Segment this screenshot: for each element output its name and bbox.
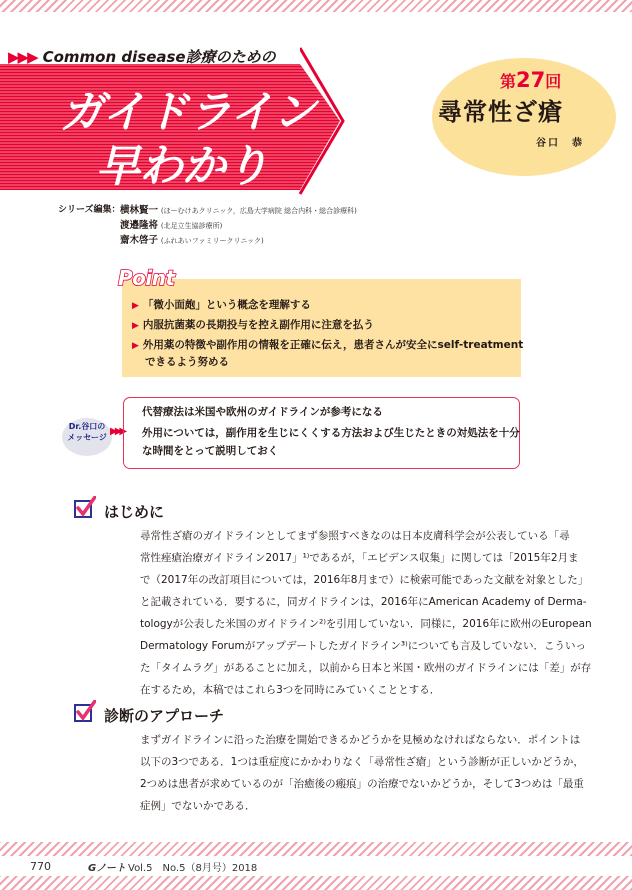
section-heading-intro: はじめに	[104, 503, 165, 521]
point-item-2: ▶ 内服抗菌薬の長期投与を控え副作用に注意を払う	[132, 319, 374, 331]
body-line: で（2017年の改訂項目については，2016年8月まで）に検索可能であった文献を対象とした」	[140, 574, 589, 586]
editor-2: 渡邉隆将 (北足立生協診療所)	[120, 220, 223, 231]
article-author: 谷口 恭	[536, 138, 584, 149]
page-footer	[0, 856, 632, 876]
body-line: 在するため，本稿ではこれら3つを同時にみていくこととする．	[140, 684, 441, 696]
series-header	[0, 18, 350, 198]
doctor-message-badge: Dr.谷口の メッセージ	[62, 418, 112, 456]
section-heading-diagnosis: 診断のアプローチ	[104, 707, 225, 725]
point-item-3: ▶ 外用薬の特徴や副作用の情報を正確に伝え，患者さんが安全にself-treatment	[132, 339, 524, 351]
body-line: 常性痤瘡治療ガイドライン2017」¹⁾であるが，「エビデンス収集」に関しては「2015年2月ま	[140, 552, 579, 564]
body-line: まずガイドラインに沿った治療を開始できるかどうかを見極めなければならない．ポイントは	[140, 734, 581, 746]
point-item-1: ▶ 「微小面皰」という概念を理解する	[132, 299, 311, 311]
body-line: た「タイムラグ」があることに加え，以前から日本と米国・欧州のガイドラインには「差」が存	[140, 662, 592, 674]
message-line-1: 代替療法は米国や欧州のガイドラインが参考になる	[142, 406, 383, 418]
volume-info: Vol.5 No.5（8月号）2018	[128, 862, 258, 874]
editor-3: 齋木啓子 (ふれあいファミリークリニック)	[120, 235, 264, 246]
section-body-intro	[140, 525, 592, 701]
checkbox-icon	[74, 496, 96, 518]
series-title-line1: ガイドライン	[60, 87, 316, 138]
message-line-3: な時間をとって説明しておく	[142, 445, 279, 457]
body-line: Dermatology Forumがアップデートしたガイドライン³⁾についても言及していない．こういっ	[140, 640, 586, 652]
article-topic: 尋常性ざ瘡	[438, 98, 563, 126]
top-stripe	[0, 0, 632, 12]
message-line-2: 外用については，副作用を生じにくくする方法および生じたときの対処法を十分	[142, 427, 520, 439]
editor-1: 横林賢一 (ほーむけあクリニック，広島大学病院 総合内科・総合診療科)	[120, 205, 357, 216]
section-body-diagnosis	[140, 729, 588, 817]
point-title: Point	[118, 266, 175, 290]
body-line: 症例」でないかである．	[140, 800, 256, 812]
series-subtitle: ▶▶▶ Common disease診療のための	[8, 48, 276, 66]
magazine-name: Gノート	[88, 862, 126, 874]
body-line: と記載されている．要するに，同ガイドラインは，2016年にAmerican Academy of Derma-	[140, 596, 587, 608]
body-line: 以下の3つである．1つは重症度にかかわりなく「尋常性ざ瘡」という診断が正しいかどうか，	[140, 756, 584, 768]
triangle-icon: ▶	[132, 301, 139, 311]
series-editors-label: シリーズ編集：	[58, 205, 121, 215]
page-number: 770	[30, 859, 51, 873]
body-line: tologyが公表した米国のガイドライン²⁾を引用していない．同様に，2016年に欧州のEuropean	[140, 618, 592, 630]
arrow-icon: ▶▶▶	[110, 426, 125, 437]
triangle-icon: ▶	[132, 341, 139, 351]
body-line: 尋常性ざ瘡のガイドラインとしてまず参照すべきなのは日本皮膚科学会が公表している「尋	[140, 530, 570, 542]
triangle-icon: ▶	[132, 321, 139, 331]
issue-number: 第27回	[500, 68, 562, 92]
series-title-line2: 早わかり	[96, 141, 268, 192]
body-line: 2つめは患者が求めているのが「治癒後の瘢痕」の治療でないかどうか，そして3つめは「最重	[140, 778, 584, 790]
checkbox-icon	[74, 700, 96, 722]
point-item-3-cont: できるよう努める	[145, 356, 229, 368]
